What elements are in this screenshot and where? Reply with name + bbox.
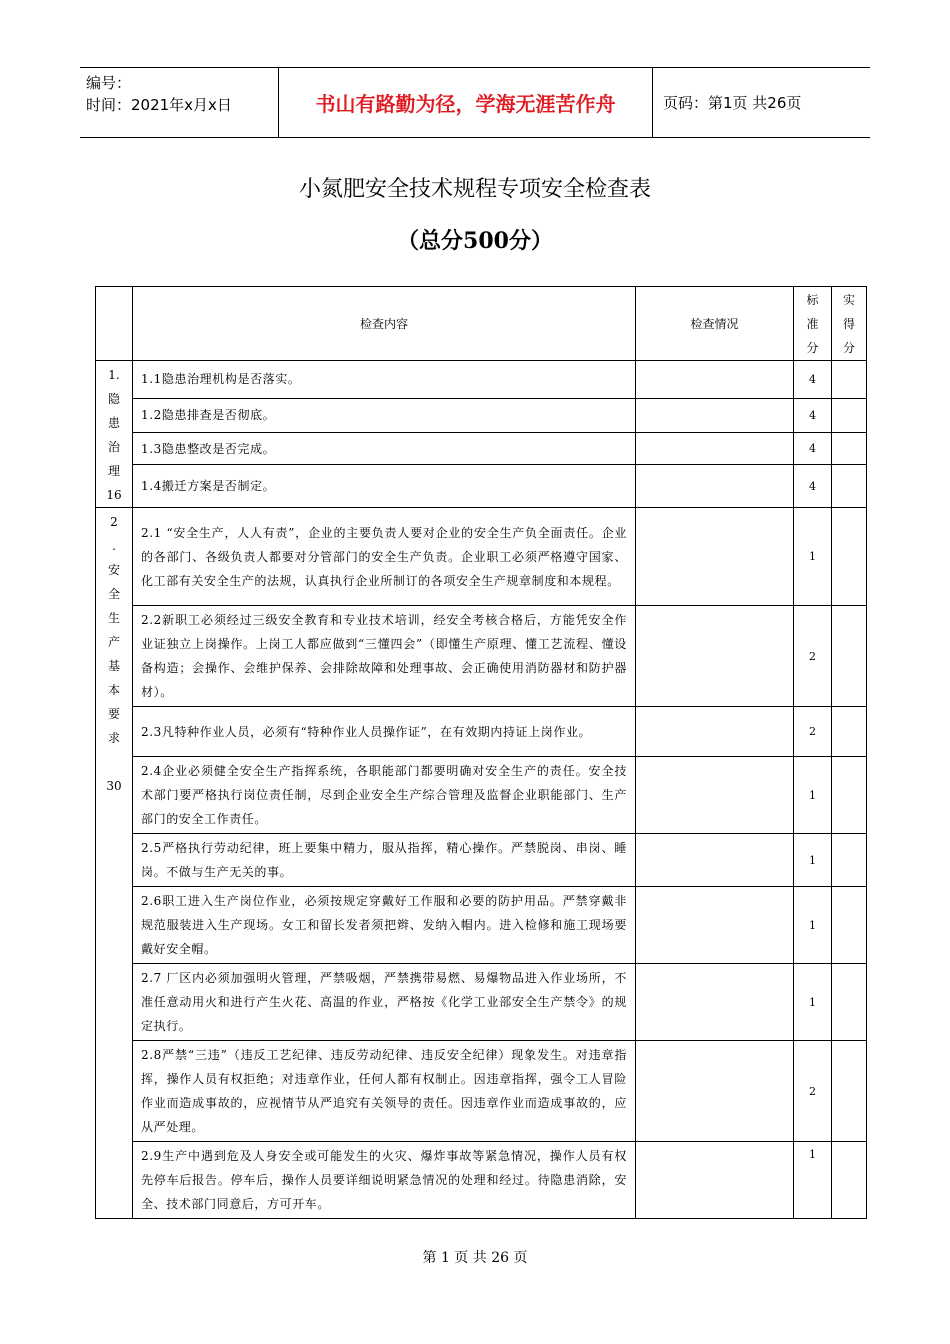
header-standard-score — [794, 287, 832, 361]
header-standard-char: 标 — [806, 292, 819, 307]
table-header-row — [96, 287, 867, 361]
header-standard-char: 准 — [806, 316, 819, 331]
header-standard-char: 分 — [806, 340, 819, 355]
check-status-cell — [636, 964, 794, 1041]
standard-score: 1 — [794, 757, 832, 834]
page-subtitle: （总分500分） — [397, 228, 553, 254]
check-content: 1.4搬迁方案是否制定。 — [133, 465, 636, 508]
actual-score-cell — [832, 757, 867, 834]
check-status-cell — [636, 606, 794, 707]
table-row — [96, 1142, 867, 1219]
actual-score-cell — [832, 707, 867, 757]
standard-score: 2 — [794, 1041, 832, 1142]
check-content: 2.8严禁“三违”（违反工艺纪律、违反劳动纪律、违反安全纪律）现象发生。对违章指挥，操作人员有权拒绝；对违章作业，任何人都有权制止。因违章指挥，强令工人冒险作业而造成事故的，应视情节从严追究有关领导的责任。因违章作业而造成事故的，应从严处理。 — [133, 1041, 636, 1142]
category-label-char: 1. — [108, 368, 120, 382]
actual-score-cell — [832, 1142, 867, 1219]
category-label-char: . — [112, 539, 116, 553]
table-row — [96, 834, 867, 887]
header-number: 编号： — [86, 74, 132, 92]
standard-score: 4 — [794, 432, 832, 464]
category-label — [96, 508, 133, 1219]
header-actual-char: 实 — [842, 292, 855, 307]
header-actual-char: 得 — [842, 316, 855, 331]
standard-score: 4 — [794, 465, 832, 508]
check-status-cell — [636, 432, 794, 464]
category-label-char: 患 — [107, 416, 120, 430]
table-row — [96, 757, 867, 834]
table-row — [96, 398, 867, 432]
actual-score-cell — [832, 361, 867, 399]
actual-score-cell — [832, 834, 867, 887]
category-label-char: 安 — [107, 563, 120, 577]
check-content: 2.5严格执行劳动纪律，班上要集中精力，服从指挥，精心操作。严禁脱岗、串岗、睡岗。不做与生产无关的事。 — [133, 834, 636, 887]
standard-score: 4 — [794, 398, 832, 432]
standard-score: 2 — [794, 707, 832, 757]
table-row — [96, 508, 867, 606]
document-header — [80, 67, 870, 138]
check-content: 2.3凡特种作业人员，必须有“特种作业人员操作证”，在有效期内持证上岗作业。 — [133, 707, 636, 757]
check-content: 2.2新职工必须经过三级安全教育和专业技术培训，经安全考核合格后，方能凭安全作业证独立上岗操作。上岗工人都应做到“三懂四会”（即懂生产原理、懂工艺流程、懂设备构造；会操作、会维护保养、会排除故障和处理事故、会正确使用消防器材和防护器材）。 — [133, 606, 636, 707]
table-row — [96, 465, 867, 508]
category-label-char — [96, 750, 132, 774]
table-row — [96, 361, 867, 399]
check-status-cell — [636, 465, 794, 508]
check-content: 1.1隐患治理机构是否落实。 — [133, 361, 636, 399]
category-label — [96, 361, 133, 508]
category-label-char: 本 — [107, 683, 120, 697]
category-label-char: 生 — [107, 611, 120, 625]
header-meta — [80, 68, 279, 137]
page-title: 小氮肥安全技术规程专项安全检查表 — [298, 177, 651, 202]
actual-score-cell — [832, 606, 867, 707]
actual-score-cell — [832, 887, 867, 964]
check-status-cell — [636, 1142, 794, 1219]
page-footer: 第 1 页 共 26 页 — [422, 1250, 528, 1266]
table-row — [96, 432, 867, 464]
category-label-char: 治 — [107, 440, 120, 454]
standard-score: 1 — [794, 508, 832, 606]
check-status-cell — [636, 707, 794, 757]
actual-score-cell — [832, 964, 867, 1041]
header-actual-score — [832, 287, 867, 361]
inspection-table — [95, 286, 867, 1219]
category-label-char: 全 — [107, 587, 120, 601]
actual-score-cell — [832, 398, 867, 432]
header-status: 检查情况 — [636, 287, 794, 361]
category-label-char: 产 — [107, 635, 120, 649]
category-label-char: 隐 — [107, 392, 120, 406]
check-content: 2.1 “安全生产，人人有责”，企业的主要负责人要对企业的安全生产负全面责任。企业的各部门、各级负责人都要对分管部门的安全生产负责。企业职工必须严格遵守国家、化工部有关安全生产的法规，认真执行企业所制订的各项安全生产规章制度和本规程。 — [133, 508, 636, 606]
actual-score-cell — [832, 465, 867, 508]
check-status-cell — [636, 508, 794, 606]
standard-score: 4 — [794, 361, 832, 399]
actual-score-cell — [832, 432, 867, 464]
check-content: 2.9生产中遇到危及人身安全或可能发生的火灾、爆炸事故等紧急情况，操作人员有权先停车后报告。停车后，操作人员要详细说明紧急情况的处理和经过。待隐患消除，安全、技术部门同意后，方可开车。 — [133, 1142, 636, 1219]
category-label-char: 30 — [106, 779, 122, 793]
category-label-char: 理 — [107, 464, 120, 478]
table-row — [96, 707, 867, 757]
check-status-cell — [636, 757, 794, 834]
check-content: 1.2隐患排查是否彻底。 — [133, 398, 636, 432]
header-actual-char: 分 — [842, 340, 855, 355]
check-status-cell — [636, 834, 794, 887]
standard-score: 2 — [794, 606, 832, 707]
check-status-cell — [636, 887, 794, 964]
standard-score: 1 — [794, 887, 832, 964]
standard-score: 1 — [794, 1142, 832, 1219]
check-status-cell — [636, 1041, 794, 1142]
table-row — [96, 1041, 867, 1142]
check-content: 2.7 厂区内必须加强明火管理，严禁吸烟，严禁携带易燃、易爆物品进入作业场所，不准任意动用火和进行产生火花、高温的作业，严格按《化学工业部安全生产禁令》的规定执行。 — [133, 964, 636, 1041]
category-label-char: 要 — [107, 707, 120, 721]
table-row — [96, 887, 867, 964]
check-content: 2.4企业必须健全安全生产指挥系统，各职能部门都要明确对安全生产的责任。安全技术部门要严格执行岗位责任制，尽到企业安全生产综合管理及监督企业职能部门、生产部门的安全工作责任。 — [133, 757, 636, 834]
actual-score-cell — [832, 1041, 867, 1142]
category-label-char: 基 — [107, 659, 120, 673]
actual-score-cell — [832, 508, 867, 606]
header-page-info: 页码：第1页 共26页 — [663, 94, 802, 112]
category-label-char: 16 — [106, 488, 122, 502]
standard-score: 1 — [794, 834, 832, 887]
header-content: 检查内容 — [133, 287, 636, 361]
header-category-cell — [96, 287, 133, 361]
check-content: 2.6职工进入生产岗位作业，必须按规定穿戴好工作服和必要的防护用品。严禁穿戴非规范服装进入生产现场。女工和留长发者须把辫、发纳入帽内。进入检修和施工现场要戴好安全帽。 — [133, 887, 636, 964]
header-motto: 书山有路勤为径，学海无涯苦作舟 — [279, 68, 653, 137]
check-status-cell — [636, 361, 794, 399]
category-label-char: 2 — [110, 515, 118, 529]
category-label-char: 求 — [107, 731, 120, 745]
table-row — [96, 606, 867, 707]
header-time: 时间：2021年x月x日 — [86, 96, 232, 114]
table-row — [96, 964, 867, 1041]
standard-score: 1 — [794, 964, 832, 1041]
check-content: 1.3隐患整改是否完成。 — [133, 432, 636, 464]
check-status-cell — [636, 398, 794, 432]
